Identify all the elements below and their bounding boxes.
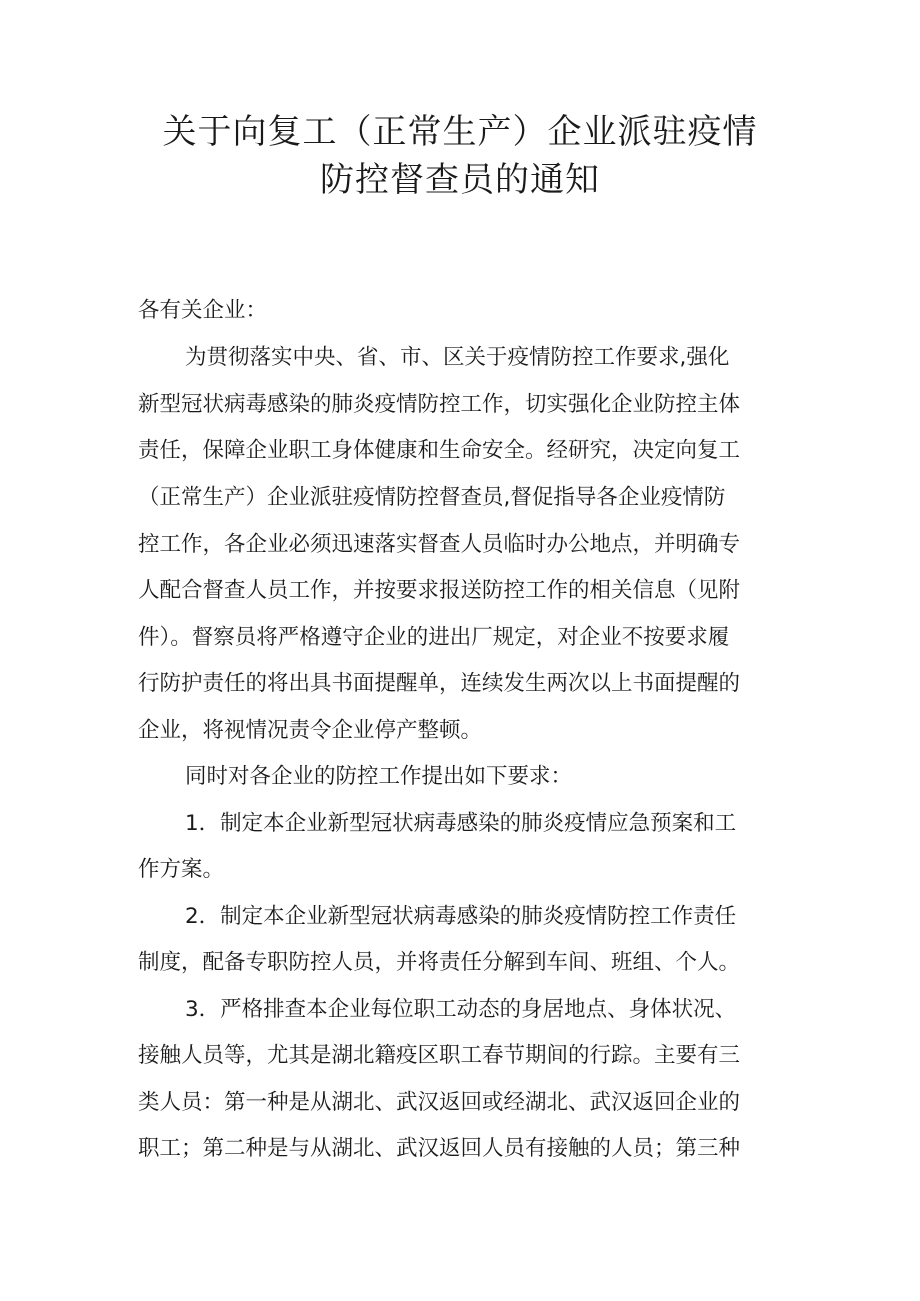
body-line: 人配合督查人员工作，并按要求报送防控工作的相关信息（见附: [138, 578, 741, 603]
document-title-line-1: 关于向复工（正常生产）企业派驻疫情: [162, 112, 758, 152]
requirement-3-continued: 职工；第二种是与从湖北、武汉返回人员有接触的人员；第三种: [138, 1136, 741, 1161]
requirement-3: 3．严格排查本企业每位职工动态的身居地点、身体状况、: [185, 997, 737, 1022]
requirements-intro: 同时对各企业的防控工作提出如下要求：: [185, 764, 573, 789]
requirement-3-continued: 接触人员等，尤其是湖北籍疫区职工春节期间的行踪。主要有三: [138, 1043, 741, 1068]
requirement-3-continued: 类人员：第一种是从湖北、武汉返回或经湖北、武汉返回企业的: [138, 1090, 741, 1115]
body-line: 件）。督察员将严格遵守企业的进出厂规定，对企业不按要求履: [138, 625, 730, 650]
body-line: 责任，保障企业职工身体健康和生命安全。经研究，决定向复工: [138, 438, 741, 463]
body-line: 企业，将视情况责令企业停产整顿。: [138, 718, 483, 743]
body-line: （正常生产）企业派驻疫情防控督查员,督促指导各企业疫情防: [138, 485, 726, 510]
body-line: 行防护责任的将出具书面提醒单，连续发生两次以上书面提醒的: [138, 671, 741, 696]
body-line: 为贯彻落实中央、省、市、区关于疫情防控工作要求,强化: [185, 345, 730, 370]
document-title-line-2: 防控督查员的通知: [320, 160, 600, 200]
salutation: 各有关企业：: [138, 298, 268, 323]
requirement-1-continued: 作方案。: [138, 857, 225, 882]
requirement-1: 1．制定本企业新型冠状病毒感染的肺炎疫情应急预案和工: [185, 811, 737, 836]
requirement-2: 2．制定本企业新型冠状病毒感染的肺炎疫情防控工作责任: [185, 904, 737, 929]
body-line: 控工作，各企业必须迅速落实督查人员临时办公地点，并明确专: [138, 532, 741, 557]
requirement-2-continued: 制度，配备专职防控人员，并将责任分解到车间、班组、个人。: [138, 950, 741, 975]
body-line: 新型冠状病毒感染的肺炎疫情防控工作，切实强化企业防控主体: [138, 392, 741, 417]
